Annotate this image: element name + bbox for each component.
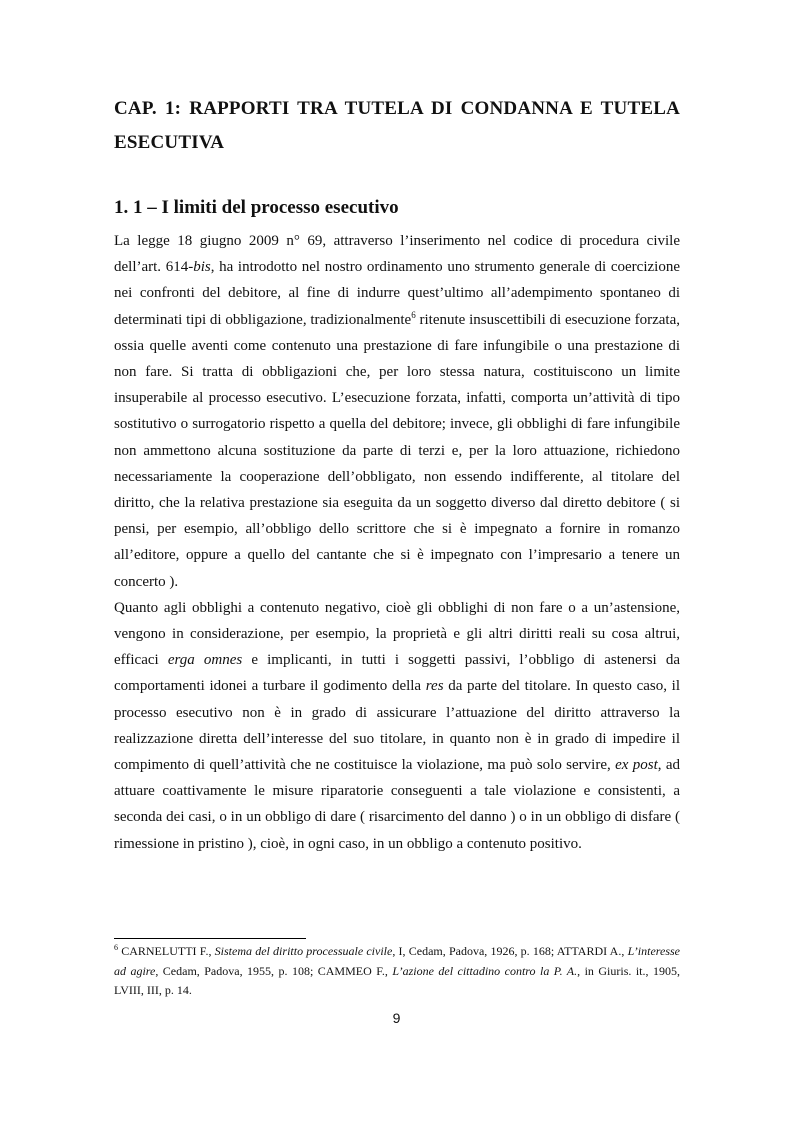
body-text [114, 228, 680, 857]
footnote-italic-title-1: Sistema del diritto processuale civile [214, 944, 393, 958]
footnote-italic-title-2: L’interesse ad agire [114, 944, 680, 978]
section-title: 1. 1 – I limiti del processo esecutivo [114, 197, 399, 218]
paragraph-2-text-d: , ad attuare coattivamente le misure riparatorie conseguenti a tale violazione e consistenti, a seconda dei casi, o in un obbligo di dare ( risarcimento del danno ) o in un obbligo di disfare ( rimessione in pristino ), cioè, in ogni caso, in un obbligo a contenuto positivo. [114, 757, 680, 852]
paragraph-1 [114, 228, 680, 595]
page-number: 9 [392, 1010, 401, 1026]
paragraph-2-italic-res: res [425, 678, 444, 695]
paragraph-2-italic-erga-omnes: erga omnes [167, 652, 243, 669]
footnote-divider [114, 938, 306, 939]
paragraph-2-italic-ex-post: ex post [615, 757, 658, 774]
footnote-reference[interactable]: 6 [411, 309, 416, 320]
footnote-text-a: CARNELUTTI F., [118, 944, 215, 958]
footnote-text-c: , Cedam, Padova, 1955, p. 108; CAMMEO F., [155, 963, 393, 978]
paragraph-2-text-b: e implicanti, in tutti i soggetti passivi, l’obbligo di astenersi da comportamenti idonei a turbare il godimento della [114, 652, 680, 695]
paragraph-2-text-a: Quanto agli obblighi a contenuto negativo, cioè gli obblighi di non fare o a un’astensione, vengono in considerazione, per esempio, la proprietà e gli altri diritti reali su cosa altrui, efficaci [114, 599, 680, 669]
paragraph-1-italic-bis: bis [193, 259, 211, 276]
footnote-italic-title-3: L’azione del cittadino contro la P. A. [392, 963, 578, 978]
footnote-text-d: , in Giuris. it., 1905, LVIII, III, p. 14. [114, 963, 680, 997]
paragraph-1-text-c: ritenute insuscettibili di esecuzione forzata, ossia quelle aventi come contenuto una prestazione di fare infungibile o una prestazione di non fare. Si tratta di obbligazioni che, per loro stessa natura, costituiscono un limite insuperabile al processo esecutivo. L’esecuzione forzata, infatti, comporta un’attività di tipo sostitutivo o surrogatorio rispetto a quella del debitore; invece, gli obblighi di fare infungibile non ammettono alcuna sostituzione da parte di terzi e, per la loro attuazione, richiedono necessariamente la cooperazione dell’obbligato, non essendo indifferente, al titolare del diritto, che la relativa prestazione sia eseguita da un soggetto diverso dal diretto debitore ( si pensi, per esempio, all’obbligo dello scrittore che si è impegnato a fornire in romanzo all’editore, oppure a quello del cantante che si è impegnato con l’impresario a tenere un concerto ). [114, 311, 680, 590]
footnote-number: 6 [114, 943, 118, 952]
paragraph-1-text-a: La legge 18 giugno 2009 n° 69, attraverso l’inserimento nel codice di procedura civile dell’art. 614- [114, 233, 680, 276]
footnote-text-b: , I, Cedam, Padova, 1926, p. 168; ATTARDI A., [392, 944, 628, 958]
paragraph-2 [114, 595, 680, 857]
paragraph-1-text-b: , ha introdotto nel nostro ordinamento uno strumento generale di coercizione nei confronti del debitore, al fine di indurre quest’ultimo all’adempimento spontaneo di determinati tipi di obbligazione, tradizionalmente [114, 259, 680, 328]
chapter-title: CAP. 1: RAPPORTI TRA TUTELA DI CONDANNA E TUTELA ESECUTIVA [114, 98, 680, 153]
paragraph-2-text-c: da parte del titolare. In questo caso, il processo esecutivo non è in grado di assicurare l’attuazione del diritto attraverso la realizzazione diretta dell’interesse del suo titolare, in quanto non è in grado di impedire il compimento di quell’attività che ne costituisce la violazione, ma può solo servire, [114, 678, 680, 774]
footnote [114, 942, 680, 1001]
